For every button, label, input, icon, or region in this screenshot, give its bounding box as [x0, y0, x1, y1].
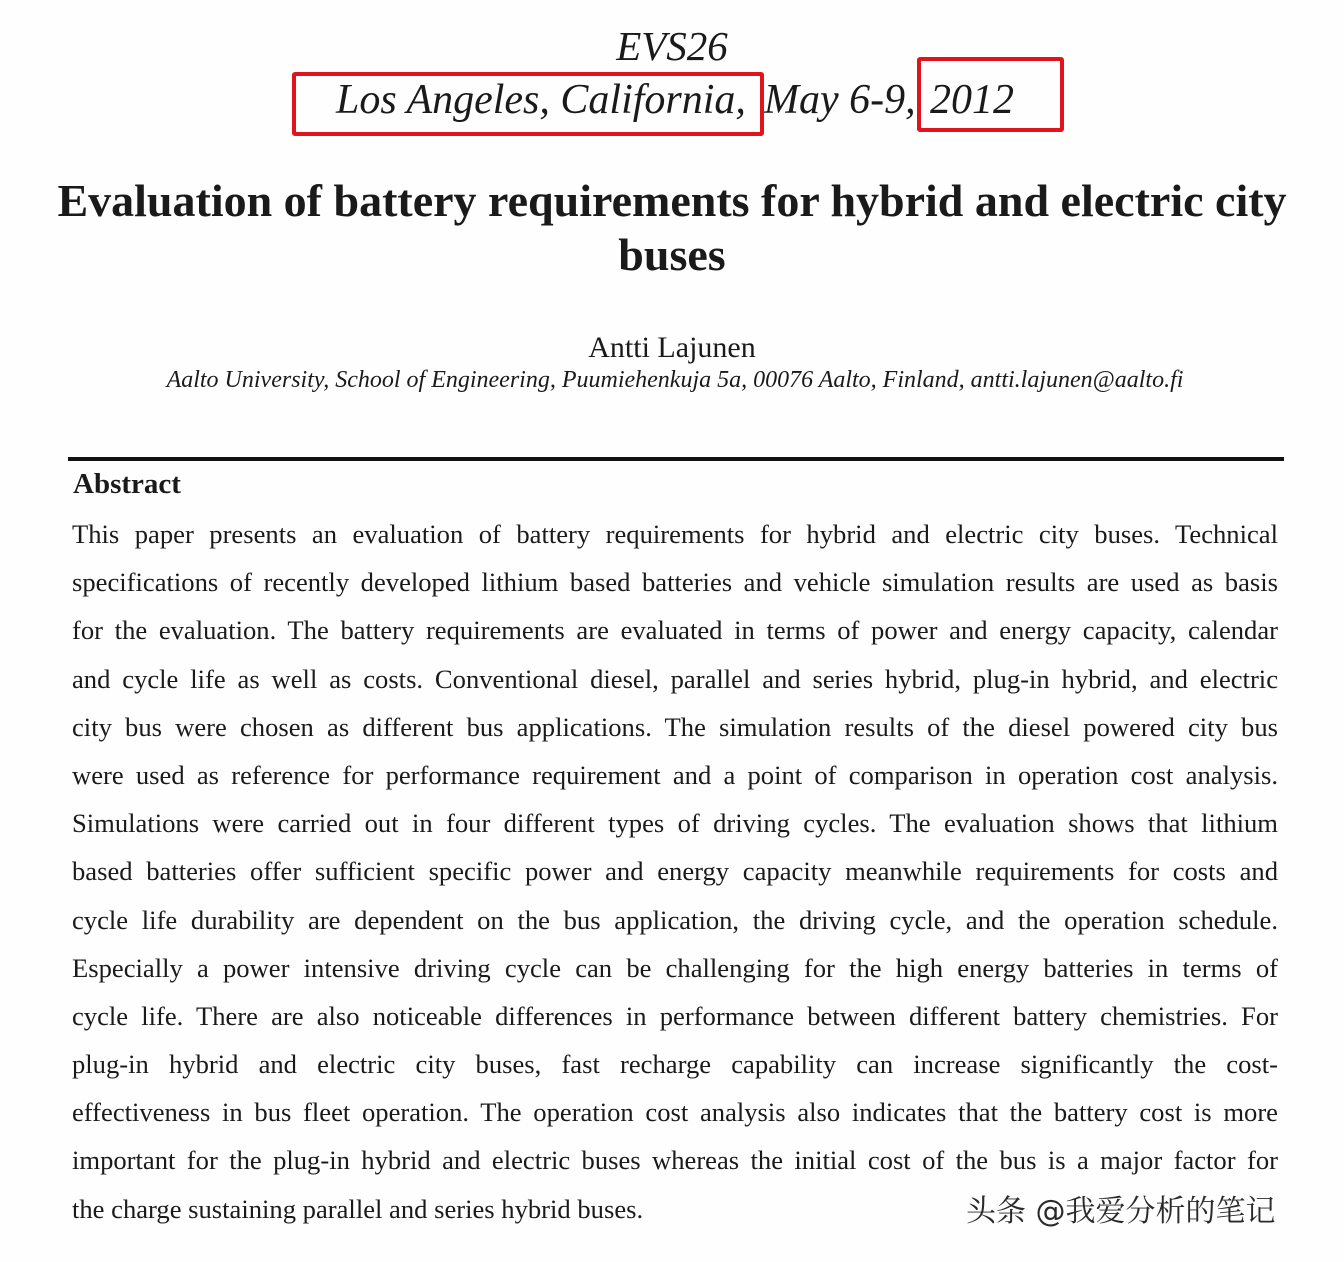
author-affiliation: Aalto University, School of Engineering, Puumiehenkuja 5a, 00076 Aalto, Finland, antti.lajunen@aalto.fi [166, 367, 1184, 393]
abstract-line: based batteries offer sufficient specific power and energy capacity meanwhile requirements for costs and [72, 856, 1278, 887]
abstract-line: were used as reference for performance requirement and a point of comparison in operation cost analysis. [72, 759, 1278, 790]
paper-title: Evaluation of battery requirements for hybrid and electric city buses [57, 175, 1287, 280]
watermark: 头条 @我爱分析的笔记 [966, 1194, 1276, 1229]
abstract-line: important for the plug-in hybrid and electric buses whereas the initial cost of the bus is a major factor for [72, 1145, 1278, 1176]
abstract-line: Simulations were carried out in four different types of driving cycles. The evaluation shows that lithium [72, 808, 1278, 839]
abstract-line: cycle life. There are also noticeable differences in performance between different battery chemistries. For [72, 1000, 1278, 1031]
abstract-line: plug-in hybrid and electric city buses, fast recharge capability can increase significantly the cost- [72, 1049, 1278, 1080]
abstract-body [72, 510, 1278, 1233]
conference-name: EVS26 [616, 23, 728, 69]
abstract-line: specifications of recently developed lithium based batteries and vehicle simulation results are used as basis [72, 567, 1278, 598]
abstract-heading: Abstract [73, 468, 181, 500]
abstract-line: for the evaluation. The battery requirements are evaluated in terms of power and energy capacity, calendar [72, 615, 1278, 646]
abstract-line: This paper presents an evaluation of battery requirements for hybrid and electric city buses. Technical [72, 519, 1278, 549]
conference-year: 2012 [930, 77, 1014, 123]
conference-location: Los Angeles, California, [336, 77, 746, 123]
conference-date: May 6-9, [764, 77, 916, 123]
section-divider [68, 457, 1284, 461]
abstract-line: Especially a power intensive driving cycle can be challenging for the high energy batteries in terms of [72, 952, 1278, 983]
year-highlight-box [917, 57, 1064, 132]
abstract-line: cycle life durability are dependent on the bus application, the driving cycle, and the operation schedule. [72, 904, 1278, 935]
abstract-line: the charge sustaining parallel and series hybrid buses. [72, 1193, 644, 1224]
author-name: Antti Lajunen [588, 331, 756, 364]
abstract-line: and cycle life as well as costs. Conventional diesel, parallel and series hybrid, plug-in hybrid, and electric [72, 663, 1278, 694]
abstract-line: effectiveness in bus fleet operation. The operation cost analysis also indicates that the battery cost is more [72, 1097, 1278, 1128]
location-highlight-box [292, 72, 764, 136]
abstract-line: city bus were chosen as different bus applications. The simulation results of the diesel powered city bus [72, 711, 1278, 742]
